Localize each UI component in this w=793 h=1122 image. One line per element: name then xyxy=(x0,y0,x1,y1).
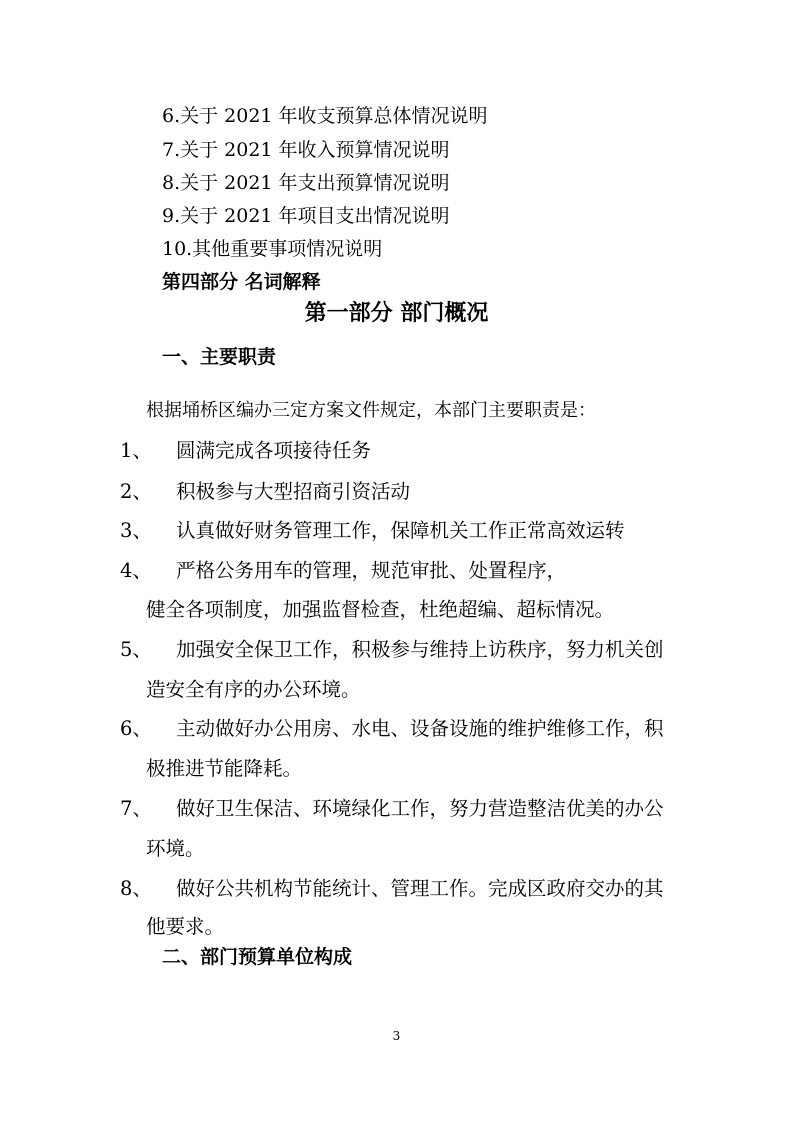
duty-text: 做好公共机构节能统计、管理工作。完成区政府交办的其 xyxy=(176,877,664,900)
page-number: 3 xyxy=(392,1029,401,1043)
duty-text-continued: 环境。 xyxy=(146,837,205,860)
duty-text: 主动做好办公用房、水电、设备设施的维护维修工作，积 xyxy=(176,717,664,740)
section2-heading: 二、部门预算单位构成 xyxy=(162,946,353,968)
toc-item-6: 6.关于 2021 年收支预算总体情况说明 xyxy=(162,105,488,127)
toc-part4-heading: 第四部分 名词解释 xyxy=(162,271,321,293)
toc-item-9: 9.关于 2021 年项目支出情况说明 xyxy=(162,205,450,227)
toc-item-8: 8.关于 2021 年支出预算情况说明 xyxy=(162,172,450,194)
section1-heading: 一、主要职责 xyxy=(162,346,277,368)
duty-text: 做好卫生保洁、环境绿化工作，努力营造整洁优美的办公 xyxy=(176,797,664,820)
duty-text-continued: 极推进节能降耗。 xyxy=(146,757,303,780)
duty-number: 5、 xyxy=(120,638,152,661)
duty-number: 7、 xyxy=(120,797,152,820)
duty-number: 3、 xyxy=(120,519,152,542)
duty-text-continued: 健全各项制度，加强监督检查，杜绝超编、超标情况。 xyxy=(146,598,615,621)
part1-title: 第一部分 部门概况 xyxy=(304,301,489,326)
section1-intro: 根据埇桥区编办三定方案文件规定，本部门主要职责是： xyxy=(146,400,596,421)
duty-number: 4、 xyxy=(120,559,152,582)
duty-text: 认真做好财务管理工作，保障机关工作正常高效运转 xyxy=(176,519,625,542)
toc-item-7: 7.关于 2021 年收入预算情况说明 xyxy=(162,139,450,161)
duty-number: 8、 xyxy=(120,877,152,900)
duty-text-continued: 他要求。 xyxy=(146,915,225,938)
duty-number: 2、 xyxy=(120,480,152,503)
duty-number: 6、 xyxy=(120,717,152,740)
duty-text: 圆满完成各项接待任务 xyxy=(176,439,372,462)
duty-text: 严格公务用车的管理，规范审批、处置程序， xyxy=(176,559,567,582)
duty-number: 1、 xyxy=(120,439,152,462)
toc-item-10: 10.其他重要事项情况说明 xyxy=(162,238,383,260)
duty-text-continued: 造安全有序的办公环境。 xyxy=(146,678,361,701)
duty-text: 积极参与大型招商引资活动 xyxy=(176,480,411,503)
duty-text: 加强安全保卫工作，积极参与维持上访秩序，努力机关创 xyxy=(176,638,664,661)
